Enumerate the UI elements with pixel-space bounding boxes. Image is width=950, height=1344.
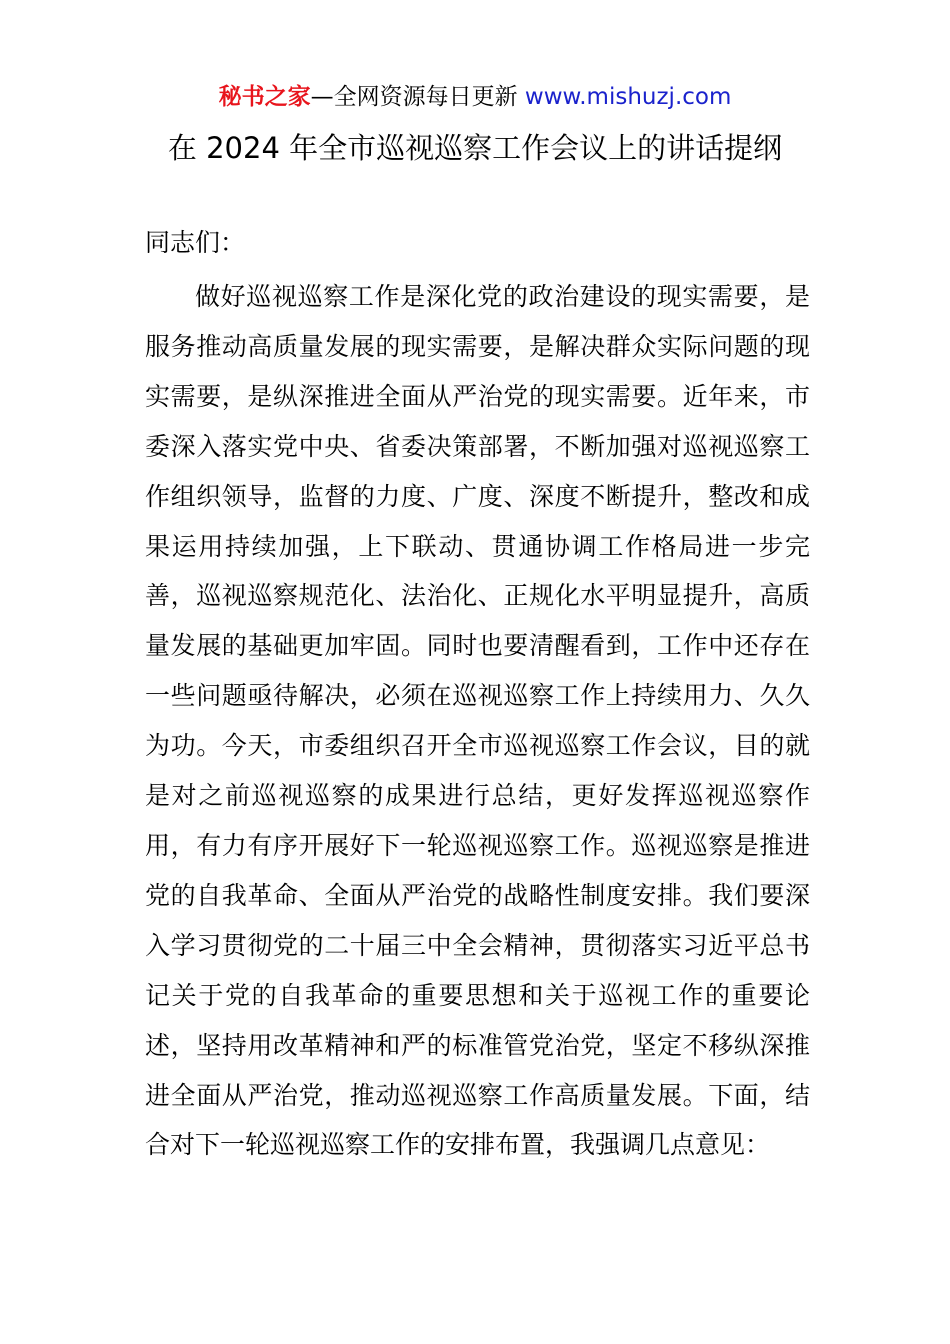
brand-name: 秘书之家 [218, 84, 311, 110]
site-header [0, 80, 950, 114]
site-slogan: —全网资源每日更新 [310, 84, 525, 110]
site-url-link[interactable]: www.mishuzj.com [524, 84, 732, 110]
document-title: 在 2024 年全市巡视巡察工作会议上的讲话提纲 [167, 131, 783, 165]
salutation: 同志们： [145, 228, 246, 257]
body-paragraph: 做好巡视巡察工作是深化党的政治建设的现实需要，是服务推动高质量发展的现实需要，是解决群众实际问题的现实需要，是纵深推进全面从严治党的现实需要。近年来，市委深入落实党中央、省委决策部署，不断加强对巡视巡察工作组织领导，监督的力度、广度、深度不断提升，整改和成果运用持续加强，上下联动、贯通协调工作格局进一步完善，巡视巡察规范化、法治化、正规化水平明显提升，高质量发展的基础更加牢固。同时也要清醒看到，工作中还存在一些问题亟待解决，必须在巡视巡察工作上持续用力、久久为功。今天，市委组织召开全市巡视巡察工作会议，目的就是对之前巡视巡察的成果进行总结，更好发挥巡视巡察作用，有力有序开展好下一轮巡视巡察工作。巡视巡察是推进党的自我革命、全面从严治党的战略性制度安排。我们要深入学习贯彻党的二十届三中全会精神，贯彻落实习近平总书记关于党的自我革命的重要思想和关于巡视工作的重要论述，坚持用改革精神和严的标准管党治党，坚定不移纵深推进全面从严治党，推动巡视巡察工作高质量发展。下面，结合对下一轮巡视巡察工作的安排布置，我强调几点意见： [145, 282, 810, 1160]
